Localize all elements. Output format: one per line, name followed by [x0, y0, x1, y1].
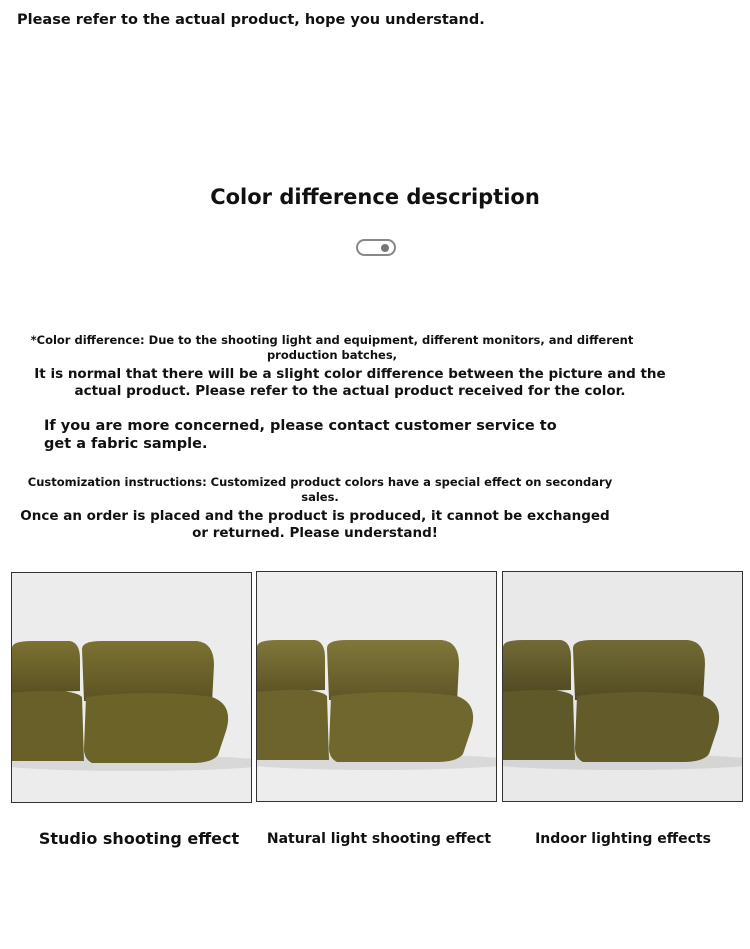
- customization-note: Customization instructions: Customized product colors have a special effect on secondary sales.: [27, 475, 613, 504]
- photo-studio: [11, 572, 252, 803]
- contact-note: If you are more concerned, please contact customer service to get a fabric sample.: [44, 418, 557, 452]
- customization-main: Once an order is placed and the product is produced, it cannot be exchanged or returned. Please understand!: [20, 508, 610, 541]
- photo-natural-light: [256, 571, 497, 802]
- photo-indoor-lighting: [502, 571, 743, 802]
- caption-indoor-lighting: Indoor lighting effects: [535, 831, 711, 847]
- section-title: Color difference description: [210, 185, 540, 209]
- caption-studio: Studio shooting effect: [38, 829, 240, 848]
- color-difference-note: *Color difference: Due to the shooting light and equipment, different monitors, and different production batches,: [30, 333, 634, 362]
- sofa-image: [503, 572, 743, 802]
- caption-natural-light: Natural light shooting effect: [266, 831, 492, 847]
- sofa-image: [12, 573, 252, 803]
- header-note: Please refer to the actual product, hope you understand.: [17, 12, 485, 28]
- color-difference-main: It is normal that there will be a slight color difference between the picture and the actual product. Please refer to the actual product received for the color.: [34, 366, 666, 399]
- toggle-knob: [381, 244, 389, 252]
- toggle-icon: [356, 239, 396, 256]
- sofa-image: [257, 572, 497, 802]
